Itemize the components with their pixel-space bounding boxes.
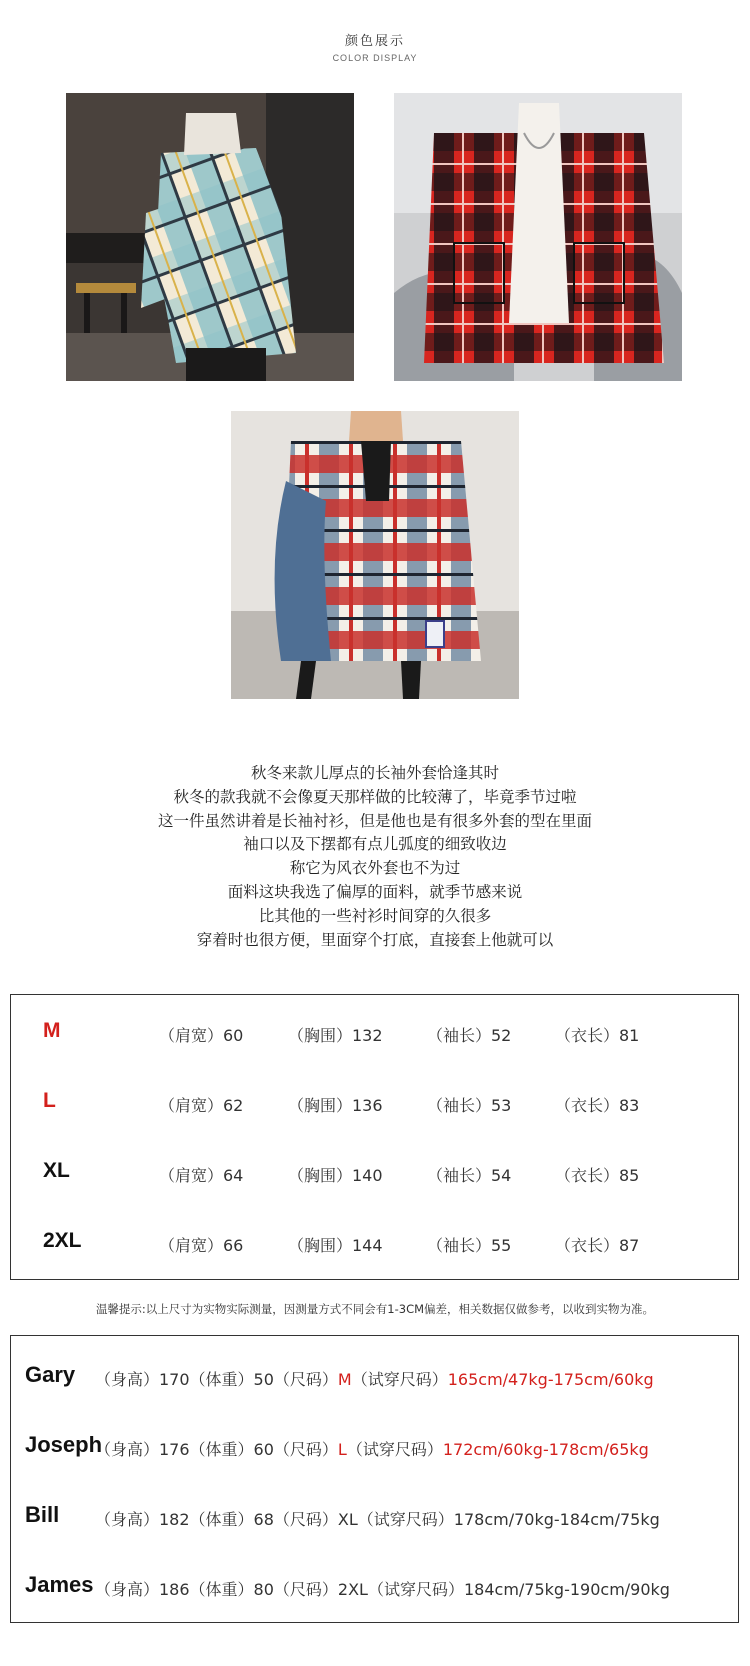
shoulder-width: （肩宽）60 xyxy=(159,1026,244,1045)
description-line: 秋冬的款我就不会像夏天那样做的比较薄了，毕竟季节过啦 xyxy=(173,787,577,806)
try-size-range: 172cm/60kg-178cm/65kg xyxy=(442,1440,649,1459)
sleeve-length: （袖长）53 xyxy=(427,1096,512,1115)
try-size-label: （试穿尺码） xyxy=(367,1580,464,1599)
model-row xyxy=(11,1432,738,1464)
description-line: 称它为风衣外套也不为过 xyxy=(289,859,461,878)
size-label: L xyxy=(43,1089,56,1112)
description-line: 这一件虽然讲着是长袖衬衫，但是他也是有很多外套的型在里面 xyxy=(157,811,592,830)
model-info xyxy=(95,1367,654,1390)
size-chart-table xyxy=(10,994,739,1280)
model-body: （身高）182（体重）68（尺码） xyxy=(95,1510,338,1529)
model-row xyxy=(11,1362,738,1394)
model-info xyxy=(95,1507,660,1530)
size-row-2xl xyxy=(11,1229,738,1259)
chest-width: （胸围）136 xyxy=(288,1096,383,1115)
blue-plaid-jacket-photo xyxy=(66,93,354,381)
model-body: （身高）176（体重）60（尺码） xyxy=(95,1440,338,1459)
chest-width: （胸围）132 xyxy=(288,1026,383,1045)
model-name: Bill xyxy=(25,1502,60,1527)
model-info xyxy=(95,1437,649,1460)
size-label: M xyxy=(43,1019,61,1042)
garment-length: （衣长）81 xyxy=(555,1026,640,1045)
model-fit-table xyxy=(10,1335,739,1623)
model-size: L xyxy=(337,1440,347,1459)
color-display-subtitle: COLOR DISPLAY xyxy=(332,53,418,63)
red-white-blue-plaid-jacket-photo xyxy=(231,411,519,699)
try-size-range: 184cm/75kg-190cm/90kg xyxy=(463,1580,670,1599)
model-name: Joseph xyxy=(25,1432,103,1457)
model-info xyxy=(95,1577,670,1600)
shoulder-width: （肩宽）64 xyxy=(159,1166,244,1185)
size-row-l xyxy=(11,1089,738,1119)
garment-length: （衣长）85 xyxy=(555,1166,640,1185)
measurement-note: 温馨提示:以上尺寸为实物实际测量，因测量方式不同会有1-3CM偏差，相关数据仅做参考，以收到实物为准。 xyxy=(95,1302,655,1316)
garment-length: （衣长）83 xyxy=(555,1096,640,1115)
size-row-xl xyxy=(11,1159,738,1189)
sleeve-length: （袖长）55 xyxy=(427,1236,512,1255)
try-size-range: 178cm/70kg-184cm/75kg xyxy=(453,1510,660,1529)
model-name: Gary xyxy=(25,1362,76,1387)
model-body: （身高）186（体重）80（尺码） xyxy=(95,1580,338,1599)
size-label: 2XL xyxy=(43,1229,82,1252)
model-size: XL xyxy=(337,1510,358,1529)
description-line: 袖口以及下摆都有点儿弧度的细致收边 xyxy=(243,835,507,854)
color-display-header xyxy=(0,30,750,63)
shoulder-width: （肩宽）66 xyxy=(159,1236,244,1255)
description-line: 秋冬来款儿厚点的长袖外套恰逢其时 xyxy=(250,764,499,782)
description-line: 比其他的一些衬衫时间穿的久很多 xyxy=(258,906,492,925)
size-label: XL xyxy=(43,1159,70,1182)
model-size: 2XL xyxy=(337,1580,368,1599)
product-description xyxy=(0,762,750,952)
model-row xyxy=(11,1572,738,1604)
try-size-label: （试穿尺码） xyxy=(357,1510,454,1529)
size-row-m xyxy=(11,1019,738,1049)
description-line: 穿着时也很方便，里面穿个打底，直接套上他就可以 xyxy=(196,930,554,949)
sleeve-length: （袖长）52 xyxy=(427,1026,512,1045)
shoulder-width: （肩宽）62 xyxy=(159,1096,244,1115)
garment-length: （衣长）87 xyxy=(555,1236,640,1255)
red-plaid-jacket-photo xyxy=(394,93,682,381)
chest-width: （胸围）140 xyxy=(288,1166,383,1185)
try-size-range: 165cm/47kg-175cm/60kg xyxy=(447,1370,654,1389)
chest-width: （胸围）144 xyxy=(288,1236,383,1255)
description-line: 面料这块我选了偏厚的面料，就季节感来说 xyxy=(227,882,523,901)
sleeve-length: （袖长）54 xyxy=(427,1166,512,1185)
model-row xyxy=(11,1502,738,1534)
try-size-label: （试穿尺码） xyxy=(346,1440,443,1459)
model-body: （身高）170（体重）50（尺码） xyxy=(95,1370,338,1389)
model-size: M xyxy=(337,1370,352,1389)
model-name: James xyxy=(25,1572,94,1597)
color-display-title: 颜色展示 xyxy=(344,34,405,49)
try-size-label: （试穿尺码） xyxy=(351,1370,448,1389)
